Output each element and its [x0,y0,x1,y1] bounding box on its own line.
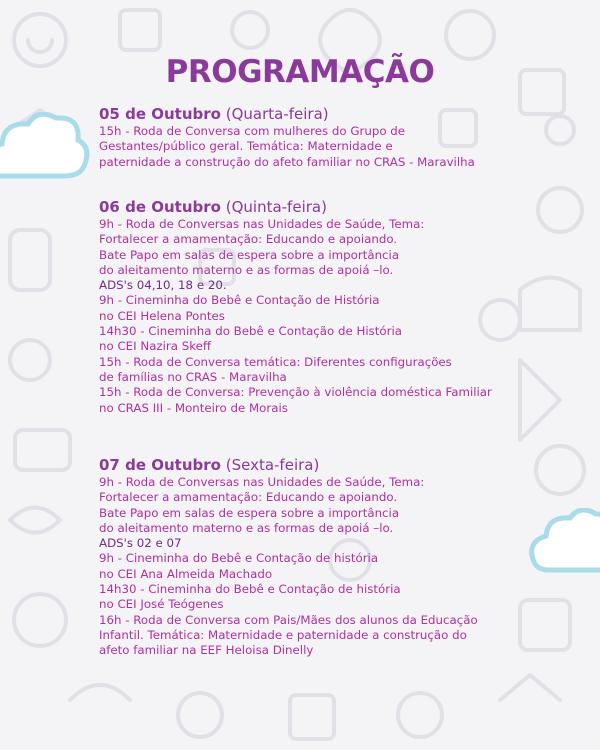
day-date: 07 de Outubro [99,456,221,474]
schedule-line: do aleitamento materno e as formas de apoiá –lo. [99,520,394,535]
schedule-line: 9h - Cineminha do Bebê e Contação de História [99,293,380,308]
schedule-line: no CEI José Teógenes [99,597,224,612]
schedule-line: 16h - Roda de Conversa com Pais/Mães dos alunos da Educação [99,612,478,627]
schedule-line: 15h - Roda de Conversa com mulheres do Grupo de [99,124,406,138]
schedule-line: do aleitamento materno e as formas de apoiá –lo. [99,262,394,277]
schedule-line: paternidade a construção do afeto familiar no CRAS - Maravilha [99,154,475,169]
schedule-line: no CRAS III - Monteiro de Morais [99,400,288,415]
schedule-line: Gestantes/público geral. Temática: Maternidade e [99,139,393,154]
schedule-line: 9h - Roda de Conversas nas Unidades de Saúde, Tema: [99,475,425,489]
day-heading [99,197,559,217]
schedule-line: 15h - Roda de Conversa temática: Diferentes configurações [99,354,452,369]
page-title: PROGRAMAÇÃO [165,54,435,90]
day-date: 05 de Outubro [99,105,221,123]
schedule-line: ADS's 04,10, 18 e 20. [99,278,227,293]
day-date: 06 de Outubro [99,198,221,216]
day-weekday: (Quinta-feira) [225,198,327,216]
cloud-left-decoration [0,112,90,190]
schedule-line: 14h30 - Cineminha do Bebê e Contação de história [99,582,401,597]
day-section-06-october [99,197,559,416]
day-weekday: (Sexta-feira) [225,456,320,474]
day-heading [99,455,559,475]
schedule-line: Bate Papo em salas de espera sobre a importância [99,247,400,262]
schedule-line: 9h - Cineminha do Bebê e Contação de história [99,551,379,566]
schedule-line: afeto familiar na EEF Heloisa Dinelly [99,643,314,658]
schedule-line: 14h30 - Cineminha do Bebê e Contação de História [99,324,402,339]
schedule-line: ADS's 02 e 07 [99,536,182,551]
schedule-line: Fortalecer a amamentação: Educando e apoiando. [99,232,398,247]
schedule-line: 15h - Roda de Conversa: Prevenção à violência doméstica Familiar [99,385,492,400]
day-section-07-october [99,455,559,659]
schedule-line: no CEI Ana Almeida Machado [99,566,273,581]
schedule-line: de famílias no CRAS - Maravilha [99,369,287,384]
schedule-line: no CEI Nazira Skeff [99,339,212,354]
day-weekday: (Quarta-feira) [225,105,329,123]
schedule-line: Fortalecer a amamentação: Educando e apoiando. [99,490,398,505]
schedule-line: Bate Papo em salas de espera sobre a importância [99,505,400,520]
schedule-line: Infantil. Temática: Maternidade e paternidade a construção do [99,627,467,642]
day-heading [99,104,559,124]
schedule-line: 9h - Roda de Conversas nas Unidades de Saúde, Tema: [99,217,425,231]
schedule-line: no CEI Helena Pontes [99,308,225,323]
day-section-05-october [99,104,559,170]
